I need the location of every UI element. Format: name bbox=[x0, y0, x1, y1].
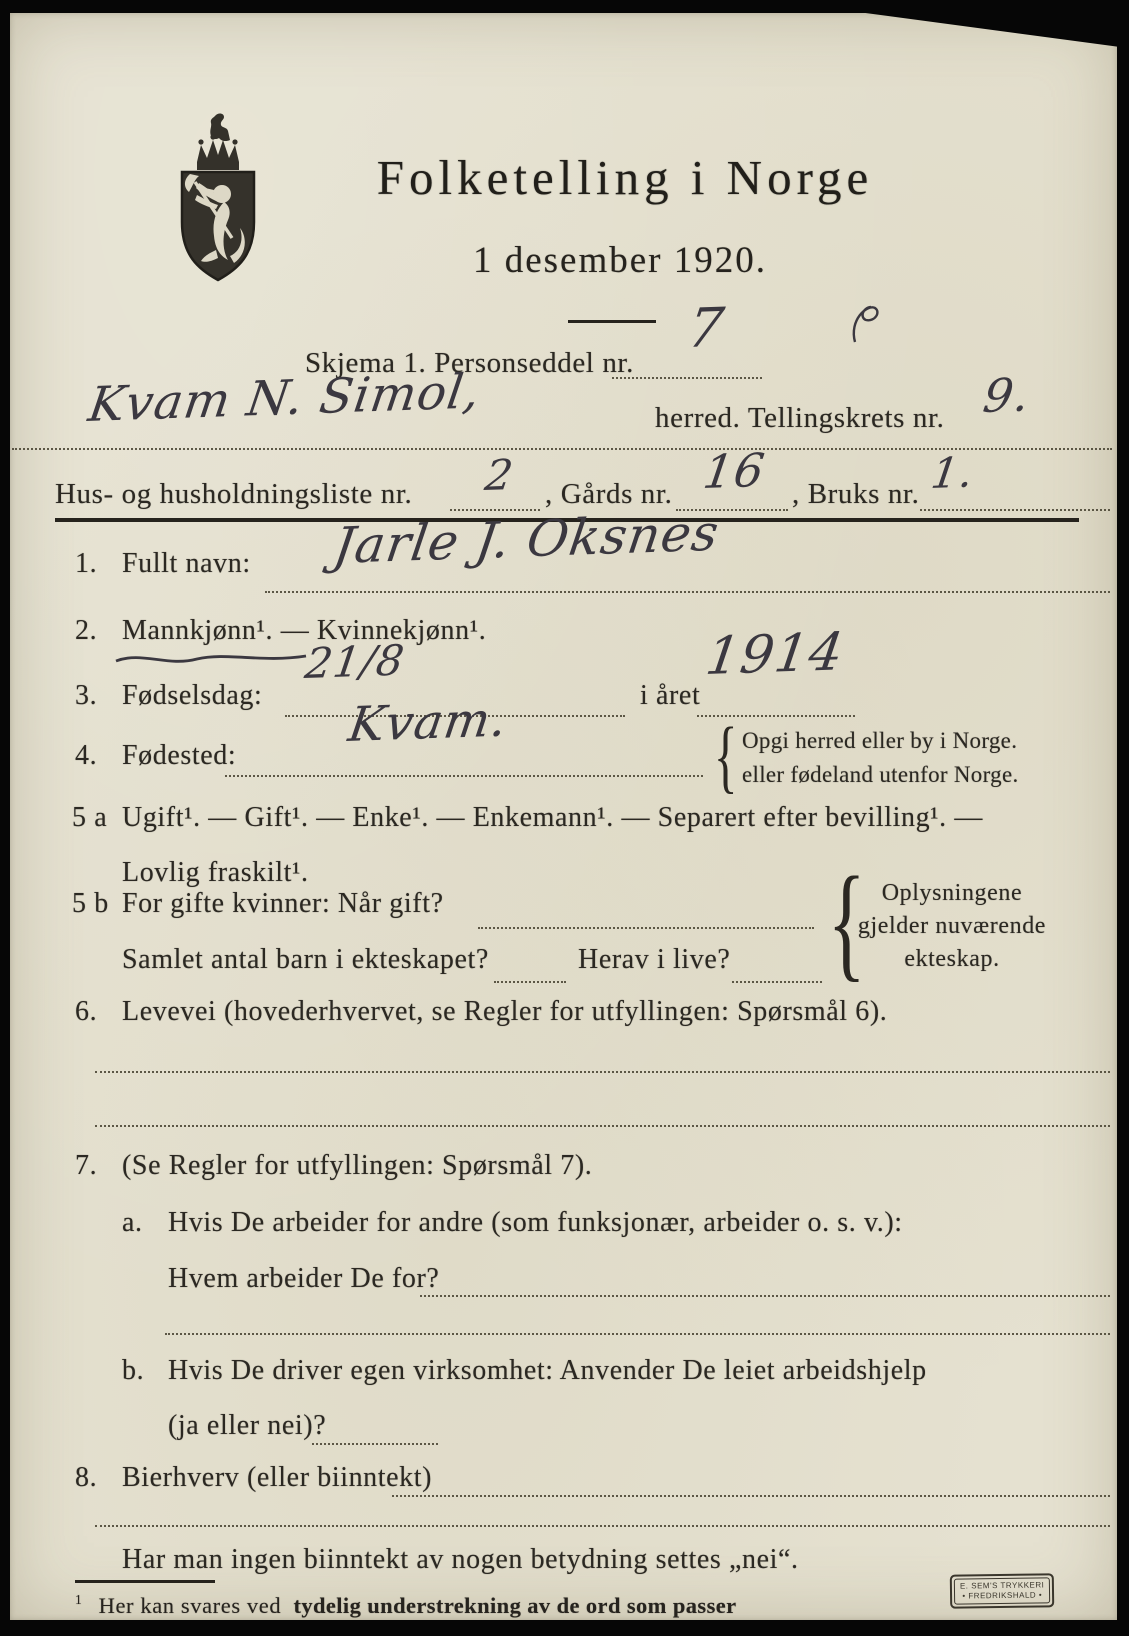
holding-label: , Bruks nr. bbox=[792, 478, 920, 510]
q8-label: Bierhverv (eller biinntekt) bbox=[122, 1462, 433, 1493]
q4-number: 4. bbox=[75, 740, 98, 771]
dotted-line bbox=[478, 924, 814, 929]
printer-stamp bbox=[950, 1573, 1055, 1608]
printer-stamp-line1: E. SEM'S TRYKKERI bbox=[959, 1580, 1045, 1591]
dotted-line bbox=[95, 1122, 1110, 1127]
q2-label: Mannkjønn¹. — Kvinnekjønn¹. bbox=[122, 615, 487, 646]
q5a-line2: Lovlig fraskilt¹. bbox=[122, 857, 309, 888]
dotted-line bbox=[494, 978, 566, 983]
q7-label: (Se Regler for utfyllingen: Spørsmål 7). bbox=[122, 1150, 593, 1181]
dotted-line bbox=[392, 1492, 1110, 1497]
q5b-alive-label: Herav i live? bbox=[578, 944, 731, 975]
q5b-note-line2: gjelder nuværende bbox=[857, 913, 1047, 939]
district-number-handwritten: 9. bbox=[979, 367, 1034, 423]
dotted-line bbox=[225, 772, 703, 777]
date-line: 1 desember 1920. bbox=[472, 240, 768, 281]
farm-label: , Gårds nr. bbox=[545, 478, 673, 510]
footnote-rule bbox=[75, 1580, 215, 1583]
schema-label: Skjema 1. Personseddel nr. bbox=[305, 347, 634, 379]
q7a-label: Hvis De arbeider for andre (som funksjonær, arbeider o. s. v.): bbox=[168, 1207, 903, 1238]
q7a-question: Hvem arbeider De for? bbox=[168, 1263, 440, 1294]
household-label: Hus- og husholdningsliste nr. bbox=[55, 478, 413, 510]
coat-of-arms-icon bbox=[168, 110, 268, 285]
q1-label: Fullt navn: bbox=[122, 548, 251, 579]
q7b-number: b. bbox=[122, 1355, 145, 1386]
dotted-line bbox=[612, 374, 762, 379]
q5b-number: 5 b bbox=[72, 888, 109, 919]
district-label: herred. Tellingskrets nr. bbox=[655, 402, 945, 434]
q5a-number: 5 a bbox=[72, 802, 108, 833]
dotted-line bbox=[95, 1068, 1110, 1073]
title-divider bbox=[568, 320, 656, 323]
q7a-number: a. bbox=[122, 1207, 143, 1238]
page-title: Folketelling i Norge bbox=[376, 150, 874, 205]
footnote-text: Her kan svares ved bbox=[98, 1592, 282, 1618]
q4-label: Fødested: bbox=[122, 740, 237, 771]
q5b-brace: { bbox=[827, 851, 866, 993]
household-number-handwritten: 2 bbox=[482, 450, 517, 501]
q1-answer-handwritten: Jarle J. Oksnes bbox=[330, 503, 723, 576]
ink-flourish bbox=[845, 298, 887, 355]
footnote-marker: 1 bbox=[75, 1592, 83, 1607]
q3-label: Fødselsdag: bbox=[122, 680, 263, 711]
district-place-handwritten: Kvam N. Simol, bbox=[85, 363, 485, 434]
q3-day-handwritten: 21/8 bbox=[302, 635, 408, 689]
q4-answer-handwritten: Kvam. bbox=[345, 691, 512, 754]
printer-stamp-inner bbox=[954, 1577, 1051, 1604]
q1-number: 1. bbox=[75, 548, 98, 579]
q7b-question: (ja eller nei)? bbox=[168, 1410, 327, 1441]
q8-note: Har man ingen biinntekt av nogen betydning settes „nei“. bbox=[122, 1544, 799, 1575]
footnote-text-bold: tydelig understrekning av de ord som passer bbox=[293, 1592, 737, 1618]
underline-squiggle bbox=[112, 648, 312, 675]
q8-number: 8. bbox=[75, 1462, 98, 1493]
dotted-line bbox=[265, 588, 1110, 593]
dotted-line bbox=[165, 1330, 1110, 1335]
printer-stamp-line2: • FREDRIKSHALD • bbox=[962, 1590, 1043, 1601]
q5a-line1: Ugift¹. — Gift¹. — Enke¹. — Enkemann¹. — Separert efter bevilling¹. — bbox=[122, 802, 983, 833]
q3-year-handwritten: 1914 bbox=[702, 622, 848, 688]
dotted-line bbox=[95, 1522, 1110, 1527]
q3-year-label: i året bbox=[640, 680, 701, 711]
q5b-children-label: Samlet antal barn i ekteskapet? bbox=[122, 944, 489, 975]
q4-note-line1: Opgi herred eller by i Norge. bbox=[742, 728, 1018, 753]
dotted-line bbox=[312, 1440, 438, 1445]
farm-number-handwritten: 16 bbox=[699, 442, 769, 499]
q5b-note-line1: Oplysningene bbox=[881, 880, 1023, 906]
q7-number: 7. bbox=[75, 1150, 98, 1181]
q2-number: 2. bbox=[75, 615, 98, 646]
q5b-note-line3: ekteskap. bbox=[904, 946, 1000, 972]
q4-brace: { bbox=[713, 710, 738, 801]
dotted-line bbox=[732, 978, 822, 983]
schema-number-handwritten: 7 bbox=[684, 295, 729, 361]
footnote bbox=[75, 1592, 737, 1618]
q3-number: 3. bbox=[75, 680, 98, 711]
q4-note-line2: eller fødeland utenfor Norge. bbox=[742, 762, 1019, 787]
q6-label: Levevei (hovederhvervet, se Regler for utfyllingen: Spørsmål 6). bbox=[122, 996, 888, 1027]
holding-number-handwritten: 1. bbox=[928, 447, 978, 499]
dotted-line bbox=[420, 1292, 1110, 1297]
dotted-line bbox=[920, 506, 1110, 511]
q7b-label: Hvis De driver egen virksomhet: Anvender De leiet arbeidshjelp bbox=[168, 1355, 927, 1386]
q5b-label: For gifte kvinner: Når gift? bbox=[122, 888, 444, 919]
q6-number: 6. bbox=[75, 996, 98, 1027]
